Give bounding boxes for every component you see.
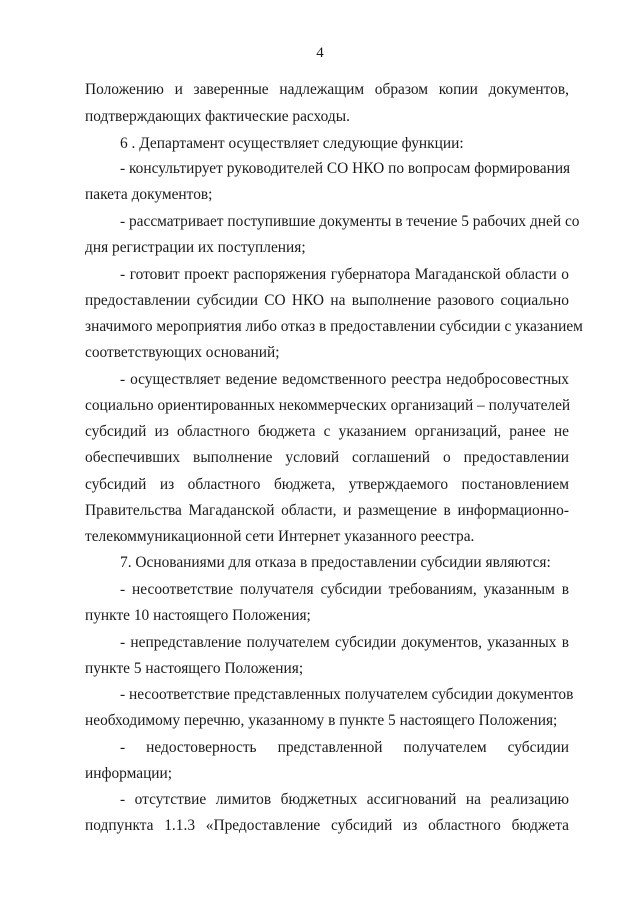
text-line: подтверждающих фактические расходы. — [85, 108, 350, 125]
text-line: информации; — [85, 765, 173, 782]
text-line: - готовит проект распоряжения губернатора Магаданской области о — [120, 266, 569, 283]
text-line: Положению и заверенные надлежащим образом копии документов, — [85, 81, 569, 98]
text-line: - недостоверность представленной получателем субсидии — [120, 739, 569, 756]
text-line: 7. Основаниями для отказа в предоставлении субсидии являются: — [120, 554, 551, 571]
text-line: - осуществляет ведение ведомственного реестра недобросовестных — [120, 371, 569, 388]
text-line: пункте 10 настоящего Положения; — [85, 607, 311, 624]
text-line: Правительства Магаданской области, и размещение в информационно- — [85, 502, 569, 519]
text-line: предоставлении субсидии СО НКО на выполнение разового социально — [85, 292, 569, 309]
text-line: необходимому перечню, указанному в пункте 5 настоящего Положения; — [85, 712, 558, 729]
text-line: субсидий из областного бюджета с указанием организаций, ранее не — [85, 423, 569, 440]
text-line: дня регистрации их поступления; — [85, 239, 306, 256]
text-line: пункте 5 настоящего Положения; — [85, 660, 304, 677]
text-line: - рассматривает поступившие документы в течение 5 рабочих дней со — [120, 213, 580, 230]
text-line: - непредставление получателем субсидии документов, указанных в — [120, 634, 569, 651]
text-line: - консультирует руководителей СО НКО по вопросам формирования — [120, 160, 571, 177]
text-line: - несоответствие представленных получателем субсидии документов — [120, 686, 574, 703]
text-line: соответствующих оснований; — [85, 344, 280, 361]
text-line: социально ориентированных некоммерческих организаций – получателей — [85, 397, 571, 414]
text-line: обеспечивших выполнение условий соглашений о предоставлении — [85, 449, 569, 466]
page-number: 4 — [316, 45, 324, 61]
text-line: - отсутствие лимитов бюджетных ассигнований на реализацию — [120, 791, 569, 808]
text-line: 6 . Департамент осуществляет следующие функции: — [120, 135, 464, 152]
text-line: телекоммуникационной сети Интернет указанного реестра. — [85, 528, 475, 545]
text-line: пакета документов; — [85, 186, 213, 203]
text-line: значимого мероприятия либо отказ в предоставлении субсидии с указанием — [85, 318, 583, 335]
text-line: субсидий из областного бюджета, утверждаемого постановлением — [85, 476, 569, 493]
text-line: - несоответствие получателя субсидии требованиям, указанным в — [120, 581, 569, 598]
text-line: подпункта 1.1.3 «Предоставление субсидий из областного бюджета — [85, 817, 569, 834]
